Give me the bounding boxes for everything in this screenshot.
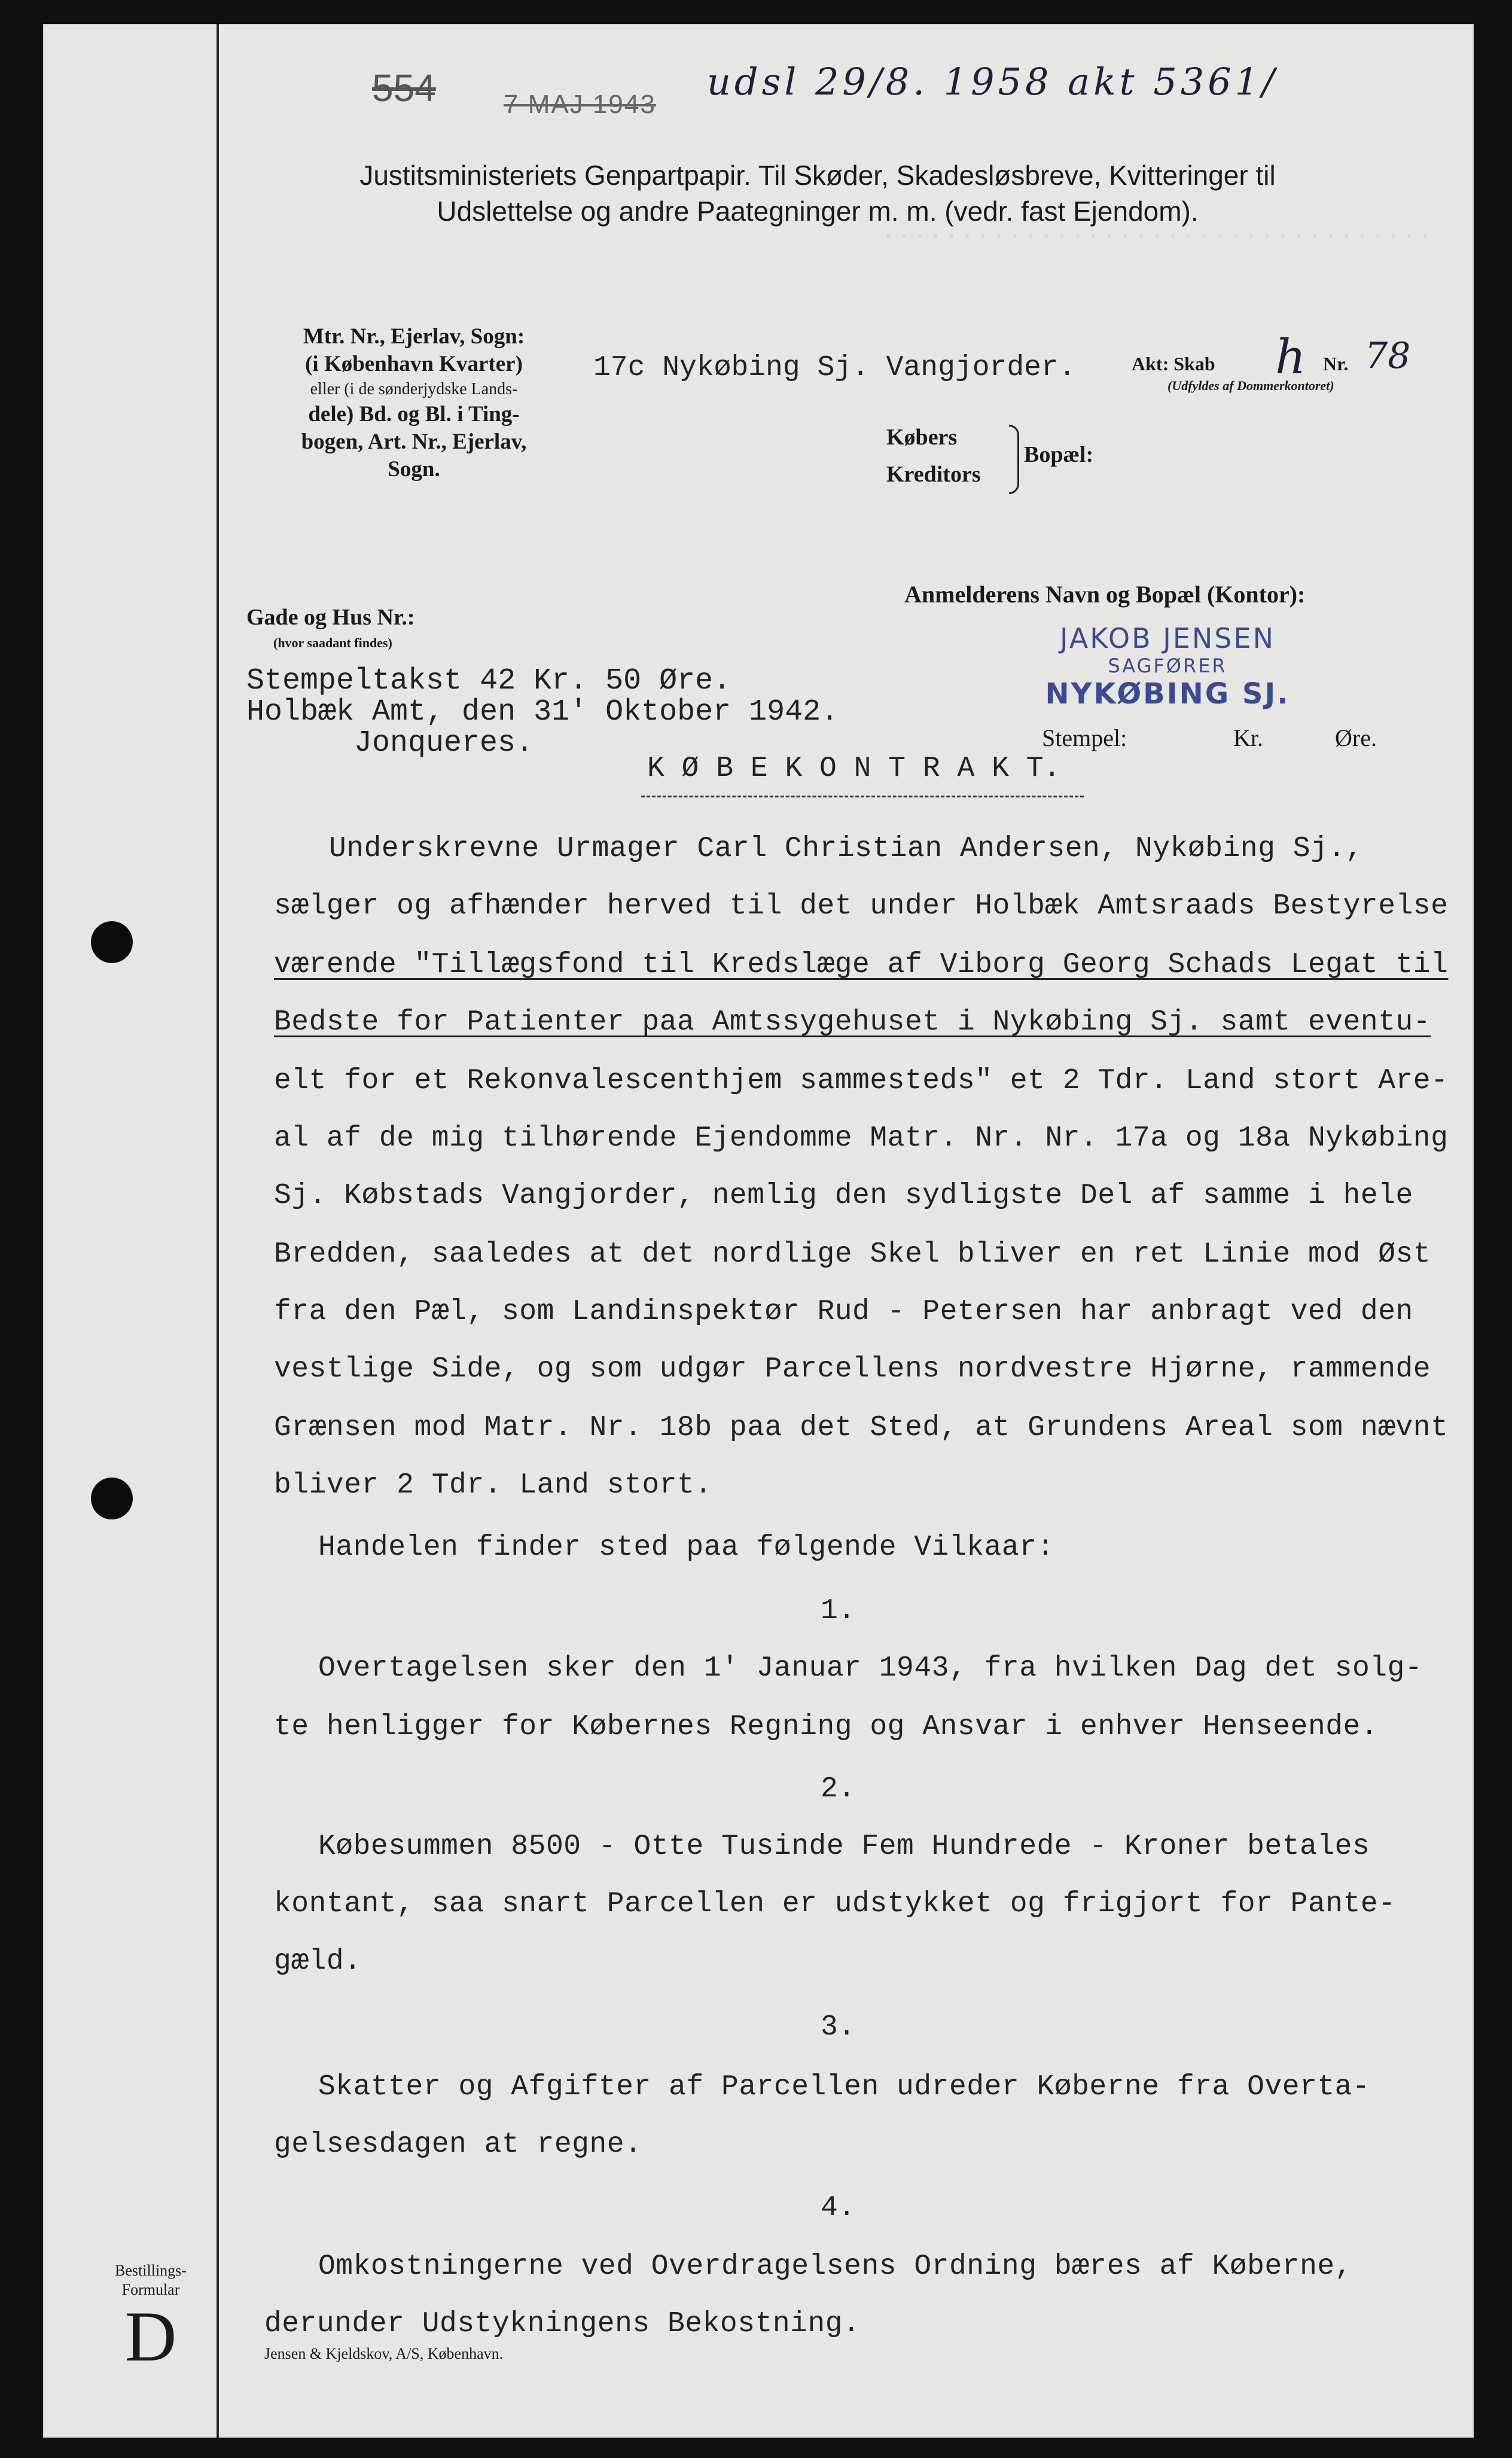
section-number: 2.: [821, 1773, 856, 1805]
document-page: [43, 24, 1474, 2438]
property-label-line: Mtr. Nr., Ejerlav, Sogn:: [303, 324, 525, 349]
registration-date: 7 MAJ 1943: [504, 90, 656, 119]
conditions-intro: Handelen finder sted paa følgende Vilkaar:: [318, 1531, 1054, 1564]
body-line: Sj. Købstads Vangjorder, nemlig den sydligste Del af samme i hele: [274, 1180, 1413, 1212]
stamp-title: SAGFØRER: [1108, 654, 1227, 677]
body-line: Skatter og Afgifter af Parcellen udreder Køberne fra Overta-: [318, 2071, 1370, 2103]
contract-title: K Ø B E K O N T R A K T.: [647, 753, 1061, 785]
bopael-label: Bopæl:: [1024, 442, 1094, 467]
property-value: 17c Nykøbing Sj. Vangjorder.: [593, 352, 1076, 384]
kobers-label: Købers: [886, 425, 958, 450]
ore-label: Øre.: [1335, 724, 1377, 751]
stamp-town: NYKØBING SJ.: [1045, 677, 1290, 711]
printer-credit: Jensen & Kjeldskov, A/S, København.: [264, 2345, 504, 2362]
body-line: derunder Udstykningens Bekostning.: [264, 2308, 861, 2340]
akt-nr-label: Nr.: [1323, 353, 1349, 374]
body-line: værende "Tillægsfond til Kredslæge af Viborg Georg Schads Legat til: [274, 949, 1449, 981]
margin-rule: [217, 24, 219, 2438]
property-label-line: eller (i de sønderjydske Lands-: [310, 380, 518, 398]
section-number: 1.: [821, 1595, 856, 1627]
stempeltakst: Stempeltakst 42 Kr. 50 Øre.: [246, 664, 731, 698]
akt-nr-value: 78: [1365, 335, 1411, 377]
body-line: Underskrevne Urmager Carl Christian Andersen, Nykøbing Sj.,: [329, 833, 1363, 865]
body-line: Grænsen mod Matr. Nr. 18b paa det Sted, at Grundens Areal som nævnt: [274, 1412, 1449, 1444]
parties-brace: [1009, 425, 1019, 494]
property-label-line: dele) Bd. og Bl. i Ting-: [308, 402, 520, 427]
section-number: 3.: [821, 2011, 856, 2043]
body-line: Bedste for Patienter paa Amtssygehuset i Nykøbing Sj. samt eventu-: [274, 1006, 1431, 1038]
akt-note: (Udfyldes af Dommerkontoret): [1167, 378, 1334, 393]
parties-labels: [886, 419, 981, 493]
body-line: al af de mig tilhørende Ejendomme Matr. Nr. Nr. 17a og 18a Nykøbing: [274, 1122, 1449, 1155]
stamp-name: JAKOB JENSEN: [1060, 622, 1275, 654]
anmelder-label: Anmelderens Navn og Bopæl (Kontor):: [904, 581, 1306, 608]
stempel-label: Stempel:: [1042, 724, 1127, 751]
handwritten-note: udsl 29/8. 1958 akt 5361/: [707, 60, 1278, 103]
registration-number: 554: [372, 66, 436, 109]
lawyer-stamp: [1000, 622, 1335, 711]
akt-skab-value: h: [1275, 329, 1306, 385]
punch-hole-top: [91, 921, 133, 963]
property-label-line: bogen, Art. Nr., Ejerlav,: [301, 430, 527, 454]
gade-label: Gade og Hus Nr.:: [246, 605, 415, 630]
body-line: fra den Pæl, som Landinspektør Rud - Petersen har anbragt ved den: [274, 1296, 1413, 1328]
property-label-line: Sogn.: [388, 457, 440, 482]
form-letter: D: [124, 2296, 177, 2376]
property-label-block: [246, 323, 581, 483]
place-date: Holbæk Amt, den 31' Oktober 1942.: [246, 695, 839, 729]
body-line: vestlige Side, og som udgør Parcellens nordvestre Hjørne, rammende: [274, 1353, 1431, 1385]
akt-label: Akt: Skab: [1132, 353, 1215, 374]
form-label-line: Bestillings-: [115, 2262, 187, 2279]
body-line: Bredden, saaledes at det nordlige Skel bliver en ret Linie mod Øst: [274, 1238, 1431, 1271]
bleed-through-text: ···································: [880, 221, 1434, 251]
kreditors-label: Kreditors: [886, 462, 981, 487]
kr-label: Kr.: [1233, 724, 1263, 751]
body-line: gæld.: [274, 1945, 362, 1978]
property-label-line: (i København Kvarter): [305, 352, 523, 376]
body-line: elt for et Rekonvalescenthjem sammesteds" et 2 Tdr. Land stort Are-: [274, 1065, 1449, 1097]
body-line: Købesummen 8500 - Otte Tusinde Fem Hundrede - Kroner betales: [318, 1830, 1370, 1863]
form-title-line2: Udslettelse og andre Paategninger m. m. (vedr. fast Ejendom).: [437, 196, 1199, 227]
title-underline: [641, 796, 1084, 797]
body-line: kontant, saa snart Parcellen er udstykket og frigjort for Pante-: [274, 1888, 1396, 1920]
body-line: bliver 2 Tdr. Land stort.: [274, 1469, 712, 1501]
body-line: Omkostningerne ved Overdragelsens Ordning bæres af Køberne,: [318, 2250, 1352, 2283]
body-line: sælger og afhænder herved til det under Holbæk Amtsraads Bestyrelse: [274, 890, 1449, 922]
form-title-line1: Justitsministeriets Genpartpapir. Til Skøder, Skadesløsbreve, Kvitteringer til: [359, 160, 1276, 191]
gade-note: (hvor saadant findes): [273, 635, 392, 650]
punch-hole-bottom: [91, 1478, 133, 1519]
signature-jonqueres: Jonqueres.: [354, 726, 534, 760]
form-label-line: Formular: [121, 2281, 180, 2298]
body-line: te henligger for Købernes Regning og Ansvar i enhver Henseende.: [274, 1711, 1379, 1743]
body-line: gelsesdagen at regne.: [274, 2128, 642, 2161]
section-number: 4.: [821, 2192, 856, 2224]
body-line: Overtagelsen sker den 1' Januar 1943, fra hvilken Dag det solg-: [318, 1652, 1423, 1685]
form-label: [97, 2261, 205, 2299]
